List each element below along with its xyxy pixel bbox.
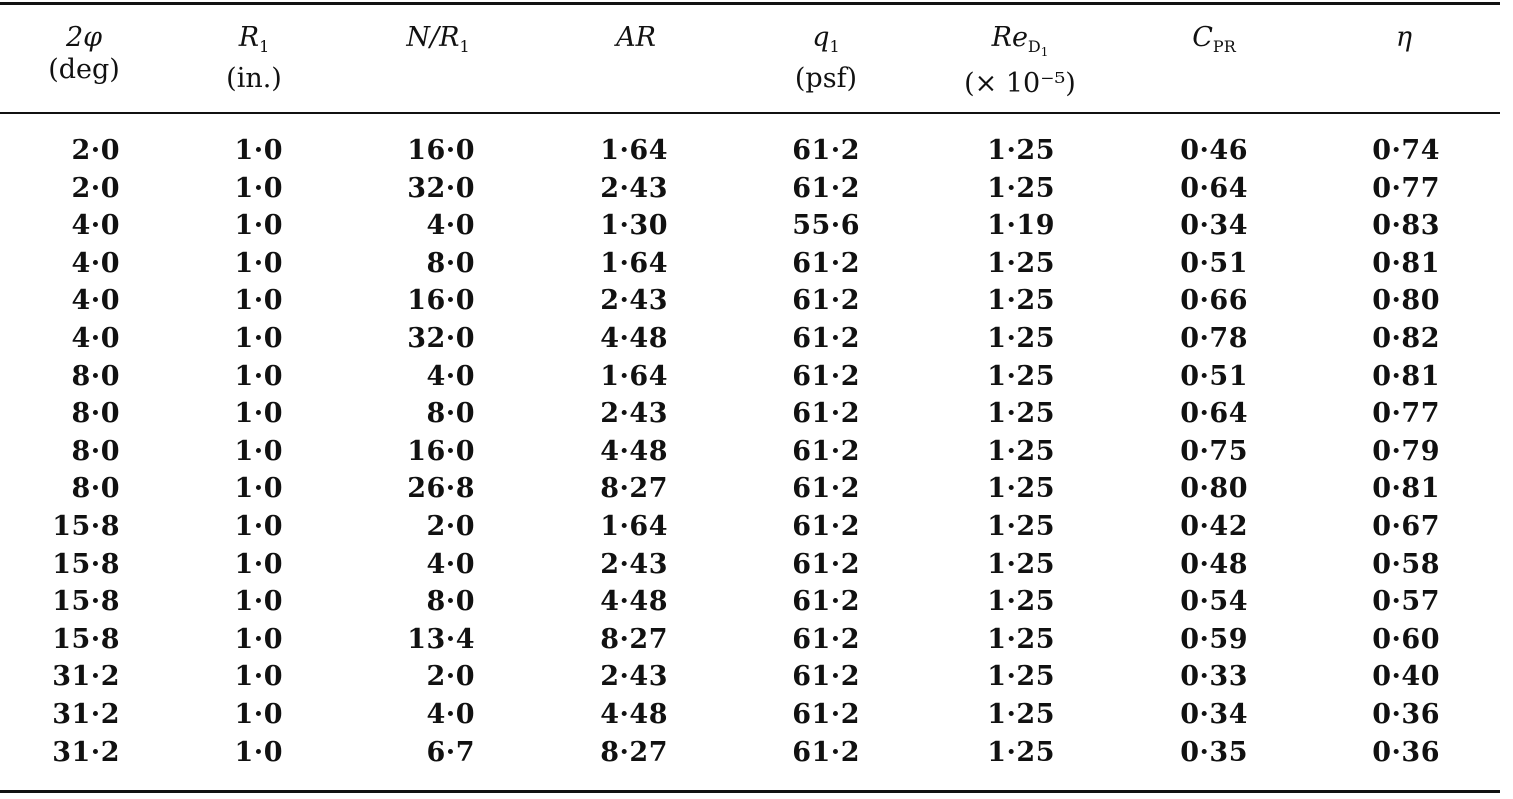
cell-n-over-r1: 8·0 — [426, 398, 475, 430]
cell-n-over-r1: 16·0 — [407, 135, 475, 166]
cell-two-phi: 4·0 — [71, 285, 120, 317]
cell-q1: 61·2 — [792, 398, 860, 430]
cell-two-phi: 8·0 — [71, 473, 120, 505]
cell-q1: 61·2 — [792, 586, 860, 618]
cell-eta: 0·60 — [1372, 623, 1440, 655]
table-row — [0, 734, 1500, 772]
cell-r1: 1·0 — [234, 435, 283, 467]
table-row — [0, 358, 1500, 396]
cell-re-d1: 1·25 — [987, 285, 1055, 317]
table-row — [0, 282, 1500, 320]
cell-n-over-r1: 4·0 — [426, 698, 475, 730]
cell-n-over-r1: 4·0 — [426, 210, 475, 242]
cell-eta: 0·77 — [1372, 172, 1440, 204]
cell-cpr: 0·34 — [1180, 698, 1248, 730]
header-r1 — [184, 22, 324, 95]
cell-q1: 61·2 — [792, 322, 860, 354]
header-eta — [1334, 22, 1474, 54]
cell-r1: 1·0 — [234, 510, 283, 542]
cell-eta: 0·36 — [1372, 698, 1440, 730]
cell-two-phi: 31·2 — [52, 736, 120, 768]
cell-two-phi: 15·8 — [52, 548, 120, 580]
cell-r1: 1·0 — [234, 548, 283, 580]
cell-ar: 2·43 — [600, 398, 668, 430]
cell-ar: 8·27 — [600, 736, 668, 768]
cell-n-over-r1: 13·4 — [407, 623, 475, 655]
table-row — [0, 170, 1500, 208]
table-row — [0, 508, 1500, 546]
cell-cpr: 0·59 — [1180, 623, 1248, 655]
cell-eta: 0·81 — [1372, 247, 1440, 279]
cell-cpr: 0·78 — [1180, 322, 1248, 354]
table-row — [0, 245, 1500, 283]
header-ar-symbol: AR — [616, 22, 656, 53]
cell-eta: 0·67 — [1372, 510, 1440, 542]
header-2phi — [14, 22, 154, 86]
cell-n-over-r1: 16·0 — [407, 285, 475, 317]
cell-two-phi: 8·0 — [71, 398, 120, 430]
cell-cpr: 0·75 — [1180, 435, 1248, 467]
header-ar — [566, 22, 706, 54]
cell-re-d1: 1·25 — [987, 435, 1055, 467]
cell-eta: 0·81 — [1372, 473, 1440, 505]
cell-q1: 61·2 — [792, 360, 860, 392]
table-body — [0, 132, 1500, 771]
header-n-over-r1 — [368, 22, 508, 63]
cell-n-over-r1: 2·0 — [426, 510, 475, 542]
cell-two-phi: 31·2 — [52, 698, 120, 730]
cell-ar: 2·43 — [600, 548, 668, 580]
cell-ar: 1·64 — [600, 510, 668, 542]
cell-ar: 2·43 — [600, 172, 668, 204]
cell-two-phi: 8·0 — [71, 435, 120, 467]
cell-r1: 1·0 — [234, 736, 283, 768]
cell-two-phi: 15·8 — [52, 623, 120, 655]
cell-re-d1: 1·25 — [987, 135, 1055, 166]
table-row — [0, 696, 1500, 734]
cell-n-over-r1: 16·0 — [407, 435, 475, 467]
cell-r1: 1·0 — [234, 285, 283, 317]
cell-two-phi: 2·0 — [71, 172, 120, 204]
table-row — [0, 546, 1500, 584]
cell-ar: 4·48 — [600, 435, 668, 467]
cell-q1: 61·2 — [792, 135, 860, 166]
cell-re-d1: 1·25 — [987, 322, 1055, 354]
cell-q1: 55·6 — [792, 210, 860, 242]
table-header-rule — [0, 112, 1500, 114]
header-re-d1 — [930, 22, 1110, 100]
cell-re-d1: 1·25 — [987, 698, 1055, 730]
header-re-d1-symbol: $Re_{D_1}$ — [991, 22, 1049, 59]
cell-eta: 0·77 — [1372, 398, 1440, 430]
cell-ar: 8·27 — [600, 473, 668, 505]
cell-ar: 4·48 — [600, 698, 668, 730]
cell-r1: 1·0 — [234, 247, 283, 279]
header-2phi-symbol: 2φ — [65, 22, 103, 53]
cell-r1: 1·0 — [234, 210, 283, 242]
cell-r1: 1·0 — [234, 661, 283, 693]
header-eta-symbol: η — [1395, 22, 1413, 53]
cell-eta: 0·58 — [1372, 548, 1440, 580]
cell-n-over-r1: 2·0 — [426, 661, 475, 693]
cell-eta: 0·74 — [1372, 135, 1440, 166]
cell-two-phi: 4·0 — [71, 322, 120, 354]
cell-n-over-r1: 4·0 — [426, 548, 475, 580]
cell-re-d1: 1·25 — [987, 548, 1055, 580]
cell-two-phi: 4·0 — [71, 247, 120, 279]
cell-cpr: 0·42 — [1180, 510, 1248, 542]
cell-cpr: 0·48 — [1180, 548, 1248, 580]
header-q1-symbol: $q_1$ — [812, 22, 840, 56]
cell-ar: 4·48 — [600, 322, 668, 354]
table-row — [0, 320, 1500, 358]
cell-n-over-r1: 32·0 — [407, 322, 475, 354]
cell-q1: 61·2 — [792, 473, 860, 505]
header-q1-unit: (psf) — [794, 63, 858, 94]
cell-ar: 4·48 — [600, 586, 668, 618]
header-n-over-r1-symbol: $N/R_1$ — [406, 22, 470, 56]
cell-eta: 0·82 — [1372, 322, 1440, 354]
cell-r1: 1·0 — [234, 586, 283, 618]
table-row — [0, 583, 1500, 621]
header-q1 — [756, 22, 896, 95]
table-row — [0, 621, 1500, 659]
cell-r1: 1·0 — [234, 623, 283, 655]
cell-cpr: 0·64 — [1180, 172, 1248, 204]
cell-q1: 61·2 — [792, 548, 860, 580]
cell-q1: 61·2 — [792, 172, 860, 204]
cell-ar: 1·64 — [600, 247, 668, 279]
cell-two-phi: 15·8 — [52, 586, 120, 618]
cell-re-d1: 1·25 — [987, 247, 1055, 279]
cell-ar: 2·43 — [600, 661, 668, 693]
cell-cpr: 0·51 — [1180, 247, 1248, 279]
cell-r1: 1·0 — [234, 698, 283, 730]
cell-q1: 61·2 — [792, 510, 860, 542]
table-bottom-rule — [0, 790, 1500, 793]
cell-two-phi: 2·0 — [71, 135, 120, 166]
cell-q1: 61·2 — [792, 247, 860, 279]
cell-r1: 1·0 — [234, 322, 283, 354]
cell-eta: 0·57 — [1372, 586, 1440, 618]
cell-ar: 2·43 — [600, 285, 668, 317]
cell-ar: 1·64 — [600, 135, 668, 166]
cell-q1: 61·2 — [792, 435, 860, 467]
table-top-rule — [0, 2, 1500, 5]
cell-re-d1: 1·25 — [987, 586, 1055, 618]
cell-re-d1: 1·25 — [987, 360, 1055, 392]
header-cpr-symbol: $C_{PR}$ — [1192, 22, 1236, 56]
header-2phi-unit: (deg) — [48, 54, 120, 85]
cell-r1: 1·0 — [234, 398, 283, 430]
cell-eta: 0·40 — [1372, 661, 1440, 693]
cell-re-d1: 1·19 — [987, 210, 1055, 242]
cell-eta: 0·80 — [1372, 285, 1440, 317]
cell-ar: 1·64 — [600, 360, 668, 392]
table-row — [0, 395, 1500, 433]
cell-two-phi: 4·0 — [71, 210, 120, 242]
cell-re-d1: 1·25 — [987, 172, 1055, 204]
header-r1-unit: (in.) — [226, 63, 282, 94]
cell-cpr: 0·66 — [1180, 285, 1248, 317]
cell-re-d1: 1·25 — [987, 661, 1055, 693]
cell-q1: 61·2 — [792, 661, 860, 693]
header-r1-symbol: $R_1$ — [238, 22, 270, 56]
cell-n-over-r1: 4·0 — [426, 360, 475, 392]
cell-r1: 1·0 — [234, 135, 283, 166]
cell-n-over-r1: 32·0 — [407, 172, 475, 204]
cell-ar: 1·30 — [600, 210, 668, 242]
cell-cpr: 0·34 — [1180, 210, 1248, 242]
cell-re-d1: 1·25 — [987, 473, 1055, 505]
cell-cpr: 0·51 — [1180, 360, 1248, 392]
table-row — [0, 132, 1500, 170]
cell-eta: 0·36 — [1372, 736, 1440, 768]
cell-q1: 61·2 — [792, 736, 860, 768]
cell-eta: 0·79 — [1372, 435, 1440, 467]
cell-n-over-r1: 6·7 — [426, 736, 475, 768]
cell-cpr: 0·35 — [1180, 736, 1248, 768]
cell-q1: 61·2 — [792, 623, 860, 655]
table-row — [0, 470, 1500, 508]
cell-r1: 1·0 — [234, 172, 283, 204]
cell-cpr: 0·64 — [1180, 398, 1248, 430]
cell-eta: 0·81 — [1372, 360, 1440, 392]
cell-r1: 1·0 — [234, 473, 283, 505]
cell-two-phi: 31·2 — [52, 661, 120, 693]
cell-q1: 61·2 — [792, 698, 860, 730]
cell-n-over-r1: 8·0 — [426, 586, 475, 618]
cell-ar: 8·27 — [600, 623, 668, 655]
cell-n-over-r1: 8·0 — [426, 247, 475, 279]
cell-n-over-r1: 26·8 — [407, 473, 475, 505]
cell-cpr: 0·54 — [1180, 586, 1248, 618]
cell-re-d1: 1·25 — [987, 736, 1055, 768]
cell-two-phi: 8·0 — [71, 360, 120, 392]
cell-r1: 1·0 — [234, 360, 283, 392]
cell-cpr: 0·46 — [1180, 135, 1248, 166]
cell-eta: 0·83 — [1372, 210, 1440, 242]
table-row — [0, 658, 1500, 696]
cell-q1: 61·2 — [792, 285, 860, 317]
header-re-d1-unit: (× 10⁻⁵) — [964, 68, 1076, 99]
table-row — [0, 433, 1500, 471]
cell-two-phi: 15·8 — [52, 510, 120, 542]
cell-cpr: 0·80 — [1180, 473, 1248, 505]
header-cpr — [1144, 22, 1284, 63]
table-row — [0, 207, 1500, 245]
cell-re-d1: 1·25 — [987, 398, 1055, 430]
cell-cpr: 0·33 — [1180, 661, 1248, 693]
cell-re-d1: 1·25 — [987, 623, 1055, 655]
cell-re-d1: 1·25 — [987, 510, 1055, 542]
